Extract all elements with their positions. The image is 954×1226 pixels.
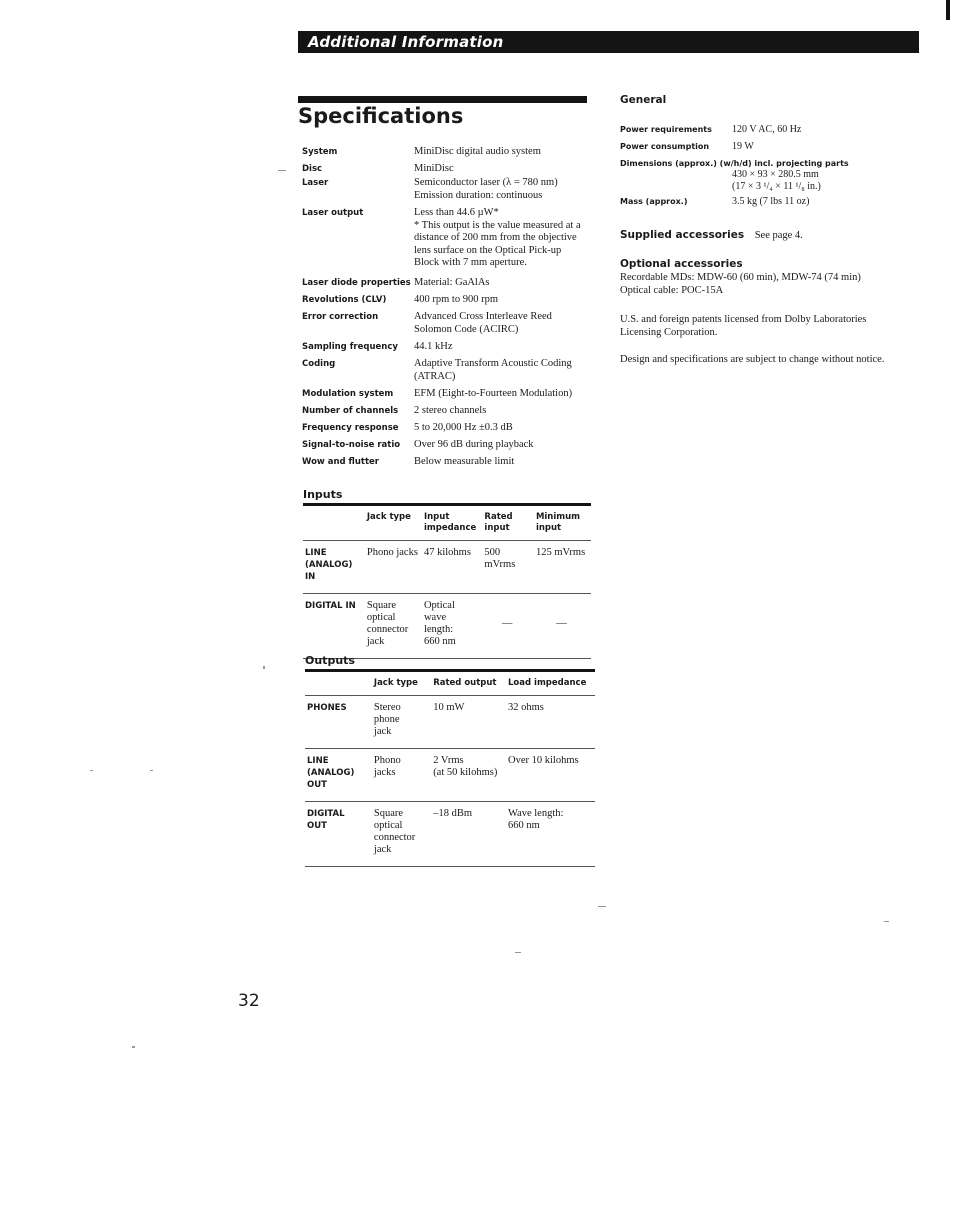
outputs-cell-line: Square xyxy=(373,808,404,819)
general-row-power-consumption xyxy=(620,141,920,158)
spec-value xyxy=(414,146,602,159)
spec-value-line: (ATRAC) xyxy=(414,370,456,382)
supplied-accessories-label: Supplied accessories xyxy=(620,229,745,241)
general-value-line: (17 × 3 ¹/₄ × 11 ¹/₈ in.) xyxy=(732,181,821,192)
spec-row xyxy=(302,422,602,439)
outputs-cell-line: jack xyxy=(373,844,392,855)
outputs-cell-line: Stereo xyxy=(373,702,401,713)
outputs-cell-load xyxy=(506,696,595,749)
outputs-cell-line: PHONES xyxy=(307,703,347,713)
spec-value-line: Below measurable limit xyxy=(414,456,515,467)
specifications-list xyxy=(302,146,602,473)
spec-label: Laser xyxy=(302,178,329,188)
inputs-cell-line: Optical xyxy=(423,600,455,611)
spec-row xyxy=(302,341,602,358)
spec-value-line: EFM (Eight-to-Fourteen Modulation) xyxy=(414,388,573,399)
spec-label: Revolutions (CLV) xyxy=(302,295,387,305)
inputs-column-header-line: input xyxy=(535,523,562,533)
spec-row xyxy=(302,405,602,422)
inputs-cell-jack xyxy=(365,594,422,659)
spec-value-line: 44.1 kHz xyxy=(414,341,453,352)
outputs-cell-rated xyxy=(431,696,506,749)
inputs-cell-rated xyxy=(482,594,534,659)
spec-row xyxy=(302,177,602,207)
spec-row xyxy=(302,163,602,177)
spec-row xyxy=(302,456,602,473)
outputs-cell-label xyxy=(305,802,372,867)
spec-value xyxy=(414,358,602,383)
patents-notice: U.S. and foreign patents licensed from Dolby Laboratories Licensing Corporation. xyxy=(620,314,867,338)
outputs-cell-label xyxy=(305,749,372,802)
edge-mark xyxy=(946,0,950,20)
spec-label: Laser diode properties xyxy=(302,278,411,288)
table-row xyxy=(303,594,591,659)
optional-accessories xyxy=(620,258,910,297)
spec-value xyxy=(414,456,602,469)
outputs-cell-line: phone xyxy=(373,714,400,725)
scan-speck xyxy=(884,921,889,922)
outputs-table xyxy=(305,669,595,867)
general-value xyxy=(732,169,920,193)
inputs-column-header-line: Rated xyxy=(484,512,513,522)
inputs-cell-line: — xyxy=(556,618,567,629)
inputs-cell-line: jack xyxy=(366,636,385,647)
optional-accessories-line: Optical cable: POC-15A xyxy=(620,285,724,296)
spec-label: Frequency response xyxy=(302,423,399,433)
outputs-heading: Outputs xyxy=(305,654,355,667)
scan-speck xyxy=(598,906,606,907)
inputs-column-header-line: Minimum xyxy=(535,512,581,522)
general-value: 3.5 kg (7 lbs 11 oz) xyxy=(732,196,810,207)
general-list xyxy=(620,124,920,213)
outputs-cell-line: 10 mW xyxy=(433,702,465,713)
inputs-cell-jack xyxy=(365,541,422,594)
inputs-cell-line: — xyxy=(501,618,513,629)
outputs-column-header xyxy=(305,671,372,696)
outputs-cell-jack xyxy=(372,749,431,802)
inputs-cell-line: 500 mVrms xyxy=(484,547,516,570)
spec-value-line: 5 to 20,000 Hz ±0.3 dB xyxy=(414,422,513,433)
inputs-column-header xyxy=(534,505,591,541)
spec-value-line: Emission duration: continuous xyxy=(414,189,543,201)
outputs-cell-line: OUT xyxy=(307,821,327,831)
spec-value-line: MiniDisc xyxy=(414,163,454,174)
spec-value-line: Advanced Cross Interleave Reed xyxy=(414,311,552,322)
scan-speck xyxy=(132,1046,135,1048)
inputs-column-header xyxy=(365,505,422,541)
inputs-cell-minimum xyxy=(534,594,591,659)
inputs-cell-impedance xyxy=(422,594,482,659)
spec-row xyxy=(302,146,602,163)
outputs-cell-line: connector xyxy=(373,832,416,843)
spec-value-line: MiniDisc digital audio system xyxy=(414,146,541,157)
general-value: 120 V AC, 60 Hz xyxy=(732,124,802,135)
page-number: 32 xyxy=(238,991,260,1011)
inputs-column-header xyxy=(422,505,482,541)
general-label: Mass (approx.) xyxy=(620,197,688,206)
general-value: 19 W xyxy=(732,141,754,152)
inputs-cell-line: Phono jacks xyxy=(366,547,418,558)
inputs-cell-line: 125 mVrms xyxy=(535,547,586,558)
general-value-line: 430 × 93 × 280.5 mm xyxy=(732,169,819,180)
inputs-column-header xyxy=(303,505,365,541)
outputs-cell-rated xyxy=(431,749,506,802)
table-row xyxy=(305,749,595,802)
inputs-cell-line: wave xyxy=(423,612,447,623)
outputs-cell-line: 2 Vrms xyxy=(433,755,464,766)
spec-label: Number of channels xyxy=(302,406,399,416)
spec-row xyxy=(302,388,602,405)
outputs-cell-load xyxy=(506,802,595,867)
spec-value xyxy=(414,341,602,354)
inputs-cell-impedance xyxy=(422,541,482,594)
table-row xyxy=(305,696,595,749)
outputs-cell-line: 32 ohms xyxy=(508,702,544,713)
spec-label: Error correction xyxy=(302,312,379,322)
inputs-cell-label xyxy=(303,541,365,594)
general-row-power-requirements xyxy=(620,124,920,141)
spec-value xyxy=(414,163,602,176)
inputs-heading: Inputs xyxy=(303,488,343,501)
spec-row xyxy=(302,439,602,456)
outputs-cell-line: (ANALOG) xyxy=(307,768,355,778)
general-row-mass xyxy=(620,196,920,213)
general-label: Dimensions (approx.) (w/h/d) incl. projecting parts xyxy=(620,159,849,168)
spec-row xyxy=(302,277,602,294)
outputs-cell-line: jacks xyxy=(373,767,396,778)
outputs-column-header: Load impedance xyxy=(508,678,587,688)
general-label: Power consumption xyxy=(620,142,710,151)
spec-value xyxy=(414,277,602,290)
scan-speck xyxy=(150,770,153,771)
title-rule xyxy=(298,96,587,103)
spec-value-line: Material: GaAlAs xyxy=(414,277,490,288)
spec-label: Coding xyxy=(302,359,336,369)
scan-speck xyxy=(515,952,521,953)
supplied-accessories-value: See page 4. xyxy=(754,230,803,241)
outputs-column-header: Rated output xyxy=(433,678,497,688)
page-title: Specifications xyxy=(298,104,464,128)
inputs-column-header xyxy=(482,505,534,541)
spec-label: Disc xyxy=(302,164,323,174)
inputs-column-header-line: Input xyxy=(423,512,450,522)
spec-value xyxy=(414,294,602,307)
inputs-cell-line: (ANALOG) IN xyxy=(305,560,353,582)
inputs-cell-line: connector xyxy=(366,624,409,635)
scan-speck xyxy=(90,770,93,771)
spec-label: Sampling frequency xyxy=(302,342,398,352)
outputs-cell-line: –18 dBm xyxy=(433,808,472,819)
optional-accessories-line: Recordable MDs: MDW-60 (60 min), MDW-74 (74 min) xyxy=(620,272,861,283)
spec-value-line: Semiconductor laser (λ = 780 nm) xyxy=(414,177,558,188)
inputs-column-header-line: input xyxy=(484,523,510,533)
spec-value-line: distance of 200 mm from the objective xyxy=(414,232,577,243)
spec-label: System xyxy=(302,147,338,157)
outputs-cell-line: Wave length: xyxy=(508,808,564,819)
inputs-cell-line: LINE xyxy=(305,548,327,558)
inputs-cell-line: optical xyxy=(366,612,396,623)
outputs-cell-line: optical xyxy=(373,820,403,831)
spec-value-line: lens surface on the Optical Pick-up xyxy=(414,244,562,256)
inputs-cell-label xyxy=(303,594,365,659)
inputs-cell-line: 660 nm xyxy=(423,636,456,647)
outputs-cell-line: Phono xyxy=(373,755,401,766)
outputs-cell-line: OUT xyxy=(307,780,327,790)
spec-value xyxy=(414,439,602,452)
outputs-cell-line: jack xyxy=(373,726,392,737)
spec-label: Laser output xyxy=(302,208,364,218)
inputs-cell-minimum xyxy=(534,541,591,594)
inputs-cell-line: Square xyxy=(366,600,397,611)
optional-accessories-label: Optional accessories xyxy=(620,258,743,270)
inputs-cell-line: 47 kilohms xyxy=(423,547,471,558)
spec-value xyxy=(414,422,602,435)
spec-label: Modulation system xyxy=(302,389,394,399)
scan-speck xyxy=(263,666,265,669)
outputs-cell-line: DIGITAL xyxy=(307,809,345,819)
spec-value-line: 400 rpm to 900 rpm xyxy=(414,294,498,305)
spec-row xyxy=(302,311,602,341)
spec-row xyxy=(302,358,602,388)
change-notice: Design and specifications are subject to change without notice. xyxy=(620,354,885,365)
outputs-column-header: Jack type xyxy=(373,678,418,688)
outputs-cell-rated xyxy=(431,802,506,867)
outputs-cell-load xyxy=(506,749,595,802)
inputs-column-header-line: impedance xyxy=(423,523,477,533)
spec-value xyxy=(414,388,602,401)
spec-value-line: * This output is the value measured at a xyxy=(414,219,581,231)
inputs-cell-line: DIGITAL IN xyxy=(305,601,356,611)
outputs-cell-line: 660 nm xyxy=(508,820,540,831)
outputs-cell-jack xyxy=(372,696,431,749)
inputs-column-header-line: Jack type xyxy=(366,512,411,522)
spec-value-line: Block with 7 mm aperture. xyxy=(414,257,527,268)
spec-value xyxy=(414,177,602,202)
outputs-cell-line: (at 50 kilohms) xyxy=(433,767,498,778)
spec-value xyxy=(414,405,602,418)
section-header-title: Additional Information xyxy=(308,33,504,51)
spec-value-line: Solomon Code (ACIRC) xyxy=(414,323,519,335)
general-label: Power requirements xyxy=(620,125,712,134)
outputs-cell-line: LINE xyxy=(307,756,329,766)
spec-value-line: Adaptive Transform Acoustic Coding xyxy=(414,358,572,369)
table-row xyxy=(303,541,591,594)
spec-value-line: 2 stereo channels xyxy=(414,405,487,416)
outputs-cell-label xyxy=(305,696,372,749)
supplied-accessories xyxy=(620,229,803,241)
inputs-cell-line: length: xyxy=(423,624,454,635)
inputs-cell-rated xyxy=(482,541,534,594)
spec-value-line: Less than 44.6 µW* xyxy=(414,207,499,218)
inputs-table xyxy=(303,503,591,659)
spec-label: Wow and flutter xyxy=(302,457,379,467)
spec-row xyxy=(302,207,602,277)
spec-value-line: Over 96 dB during playback xyxy=(414,439,534,450)
spec-value xyxy=(414,311,602,336)
spec-label: Signal-to-noise ratio xyxy=(302,440,401,450)
spec-row xyxy=(302,294,602,311)
outputs-cell-jack xyxy=(372,802,431,867)
general-heading: General xyxy=(620,94,667,106)
spec-value xyxy=(414,207,602,270)
outputs-cell-line: Over 10 kilohms xyxy=(508,755,579,766)
general-row-dimensions xyxy=(620,158,920,196)
scan-speck xyxy=(278,170,286,171)
table-row xyxy=(305,802,595,867)
